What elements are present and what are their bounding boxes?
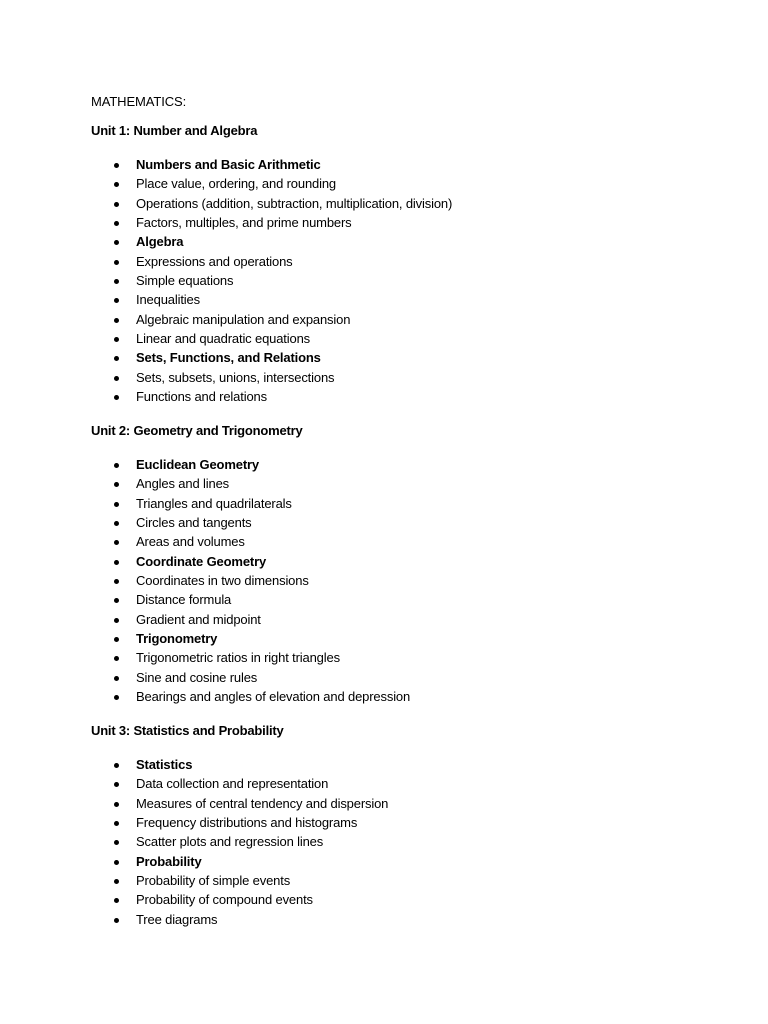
topic-list-item (91, 496, 410, 515)
topic-list-item (91, 215, 452, 234)
topic-list-item (91, 476, 410, 495)
unit-1-topic-list (91, 157, 452, 408)
topic-text: Probability of simple events (136, 873, 291, 889)
topic-text: Place value, ordering, and rounding (136, 176, 337, 192)
unit-2-topic-list (91, 457, 410, 708)
topic-text: Algebra (136, 234, 184, 250)
bullet-icon (114, 502, 119, 507)
bullet-icon (114, 656, 119, 661)
unit-heading-1: Unit 1: Number and Algebra (91, 123, 258, 138)
topic-text: Euclidean Geometry (136, 457, 260, 472)
topic-list-item (91, 892, 388, 911)
document-title: MATHEMATICS: (91, 94, 187, 109)
topic-list-item (91, 312, 452, 331)
topic-text: Factors, multiples, and prime numbers (136, 215, 352, 231)
bullet-icon (114, 163, 119, 168)
bullet-icon (114, 618, 119, 623)
bullet-icon (114, 898, 119, 903)
topic-text: Numbers and Basic Arithmetic (136, 157, 321, 172)
bullet-icon (114, 637, 119, 642)
bullet-icon (114, 240, 119, 245)
topic-list-item (91, 592, 410, 611)
topic-text: Scatter plots and regression lines (136, 834, 324, 850)
topic-heading-item (91, 854, 388, 873)
bullet-icon (114, 521, 119, 526)
topic-list-item (91, 273, 452, 292)
topic-text: Statistics (136, 757, 193, 772)
bullet-icon (114, 782, 119, 787)
topic-list-item (91, 292, 452, 311)
bullet-icon (114, 676, 119, 681)
topic-list-item (91, 196, 452, 215)
topic-heading-item (91, 234, 452, 253)
topic-text: Trigonometry (136, 631, 218, 647)
topic-text: Data collection and representation (136, 776, 329, 792)
topic-heading-item (91, 350, 452, 369)
topic-text: Frequency distributions and histograms (136, 815, 358, 831)
topic-list-item (91, 612, 410, 631)
bullet-icon (114, 202, 119, 207)
topic-text: Measures of central tendency and dispersion (136, 795, 389, 811)
bullet-icon (114, 598, 119, 603)
topic-text: Coordinates in two dimensions (136, 573, 309, 589)
unit-3-topic-list (91, 757, 388, 931)
topic-text: Areas and volumes (136, 534, 245, 550)
topic-list-item (91, 796, 388, 815)
bullet-icon (114, 182, 119, 187)
bullet-icon (114, 802, 119, 807)
topic-list-item (91, 650, 410, 669)
bullet-icon (114, 860, 119, 865)
bullet-icon (114, 376, 119, 381)
topic-text: Probability of compound events (136, 892, 313, 908)
unit-heading-2: Unit 2: Geometry and Trigonometry (91, 423, 303, 438)
bullet-icon (114, 879, 119, 884)
topic-text: Inequalities (136, 292, 200, 308)
topic-list-item (91, 389, 452, 408)
topic-text: Circles and tangents (136, 515, 252, 531)
topic-text: Triangles and quadrilaterals (136, 495, 292, 511)
topic-list-item (91, 254, 452, 273)
bullet-icon (114, 821, 119, 826)
bullet-icon (114, 221, 119, 226)
topic-text: Sets, Functions, and Relations (136, 350, 321, 366)
topic-text: Simple equations (136, 273, 234, 289)
topic-text: Gradient and midpoint (136, 611, 261, 627)
topic-list-item (91, 873, 388, 892)
topic-heading-item (91, 457, 410, 476)
topic-text: Bearings and angles of elevation and depression (136, 689, 411, 705)
topic-list-item (91, 815, 388, 834)
topic-text: Angles and lines (136, 476, 229, 492)
topic-list-item (91, 670, 410, 689)
topic-text: Sets, subsets, unions, intersections (136, 369, 335, 385)
bullet-icon (114, 337, 119, 342)
topic-text: Expressions and operations (136, 253, 293, 269)
topic-text: Sine and cosine rules (136, 669, 258, 685)
topic-text: Probability (136, 853, 202, 869)
bullet-icon (114, 298, 119, 303)
topic-heading-item (91, 554, 410, 573)
topic-text: Operations (addition, subtraction, multiplication, division) (136, 195, 453, 211)
bullet-icon (114, 356, 119, 361)
topic-heading-item (91, 631, 410, 650)
bullet-icon (114, 318, 119, 323)
bullet-icon (114, 395, 119, 400)
topic-text: Tree diagrams (136, 911, 218, 927)
bullet-icon (114, 463, 119, 468)
topic-list-item (91, 370, 452, 389)
bullet-icon (114, 482, 119, 487)
topic-text: Linear and quadratic equations (136, 331, 311, 347)
topic-heading-item (91, 157, 452, 176)
bullet-icon (114, 763, 119, 768)
topic-list-item (91, 776, 388, 795)
topic-text: Trigonometric ratios in right triangles (136, 650, 340, 666)
bullet-icon (114, 579, 119, 584)
topic-list-item (91, 689, 410, 708)
unit-heading-3: Unit 3: Statistics and Probability (91, 723, 284, 738)
bullet-icon (114, 560, 119, 565)
topic-text: Functions and relations (136, 389, 267, 405)
topic-list-item (91, 573, 410, 592)
topic-text: Coordinate Geometry (136, 553, 267, 569)
topic-list-item (91, 176, 452, 195)
topic-list-item (91, 912, 388, 931)
topic-list-item (91, 834, 388, 853)
bullet-icon (114, 918, 119, 923)
bullet-icon (114, 840, 119, 845)
bullet-icon (114, 695, 119, 700)
topic-list-item (91, 534, 410, 553)
topic-heading-item (91, 757, 388, 776)
topic-list-item (91, 515, 410, 534)
topic-text: Algebraic manipulation and expansion (136, 311, 351, 327)
bullet-icon (114, 260, 119, 265)
topic-text: Distance formula (136, 592, 232, 608)
bullet-icon (114, 279, 119, 284)
bullet-icon (114, 540, 119, 545)
topic-list-item (91, 331, 452, 350)
